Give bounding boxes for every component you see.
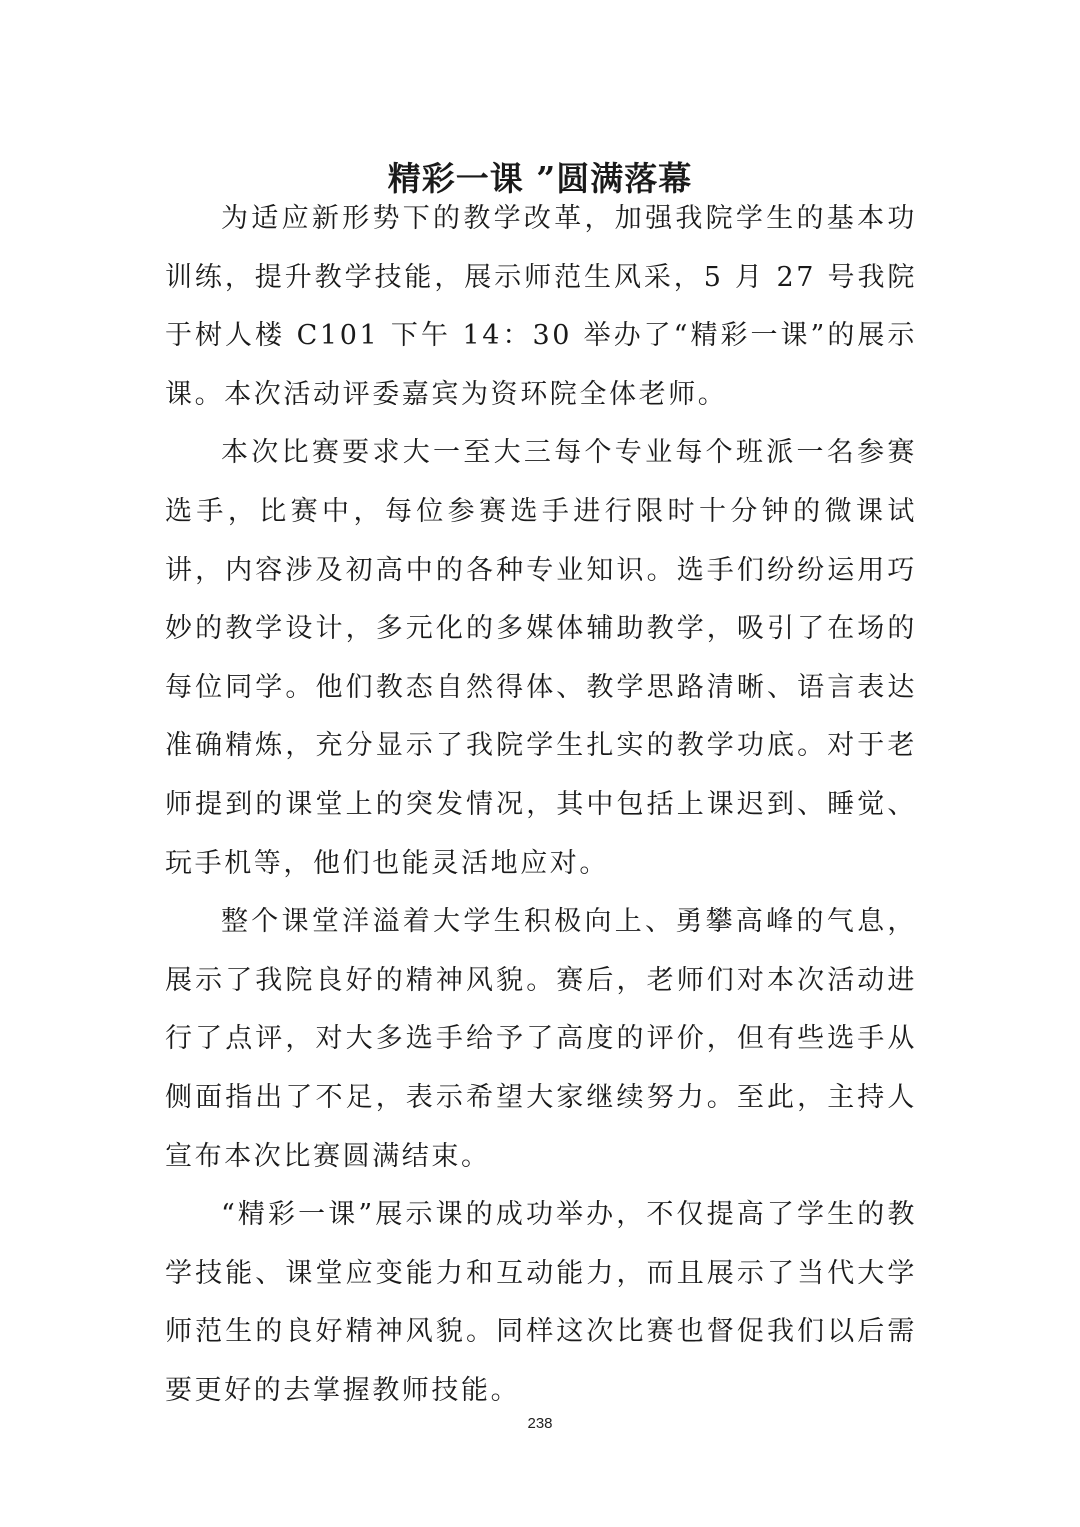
article-body — [165, 190, 917, 1420]
paragraph-atmosphere: 整个课堂洋溢着大学生积极向上、勇攀高峰的气息，展示了我院良好的精神风貌。赛后，老师们对本次活动进行了点评，对大多选手给予了高度的评价，但有些选手从侧面指出了不足，表示希望大家继续努力。至此，主持人宣布本次比赛圆满结束。 — [165, 906, 917, 1172]
paragraph-intro: 为适应新形势下的教学改革，加强我院学生的基本功训练，提升教学技能，展示师范生风采，5 月 27 号我院于树人楼 C101 下午 14：30 举办了“精彩一课”的展示课。本次活动评委嘉宾为资环院全体老师。 — [165, 203, 917, 410]
page-title: 精彩一课 ”圆满落幕 — [387, 159, 693, 199]
paragraph-competition: 本次比赛要求大一至大三每个专业每个班派一名参赛选手，比赛中，每位参赛选手进行限时十分钟的微课试讲，内容涉及初高中的各种专业知识。选手们纷纷运用巧妙的教学设计，多元化的多媒体辅助教学，吸引了在场的每位同学。他们教态自然得体、教学思路清晰、语言表达准确精炼，充分显示了我院学生扎实的教学功底。对于老师提到的课堂上的突发情况，其中包括上课迟到、睡觉、玩手机等，他们也能灵活地应对。 — [165, 437, 917, 879]
page-number: 238 — [527, 1415, 553, 1432]
paragraph-conclusion: “精彩一课”展示课的成功举办，不仅提高了学生的教学技能、课堂应变能力和互动能力，而且展示了当代大学师范生的良好精神风貌。同样这次比赛也督促我们以后需要更好的去掌握教师技能。 — [165, 1199, 917, 1406]
